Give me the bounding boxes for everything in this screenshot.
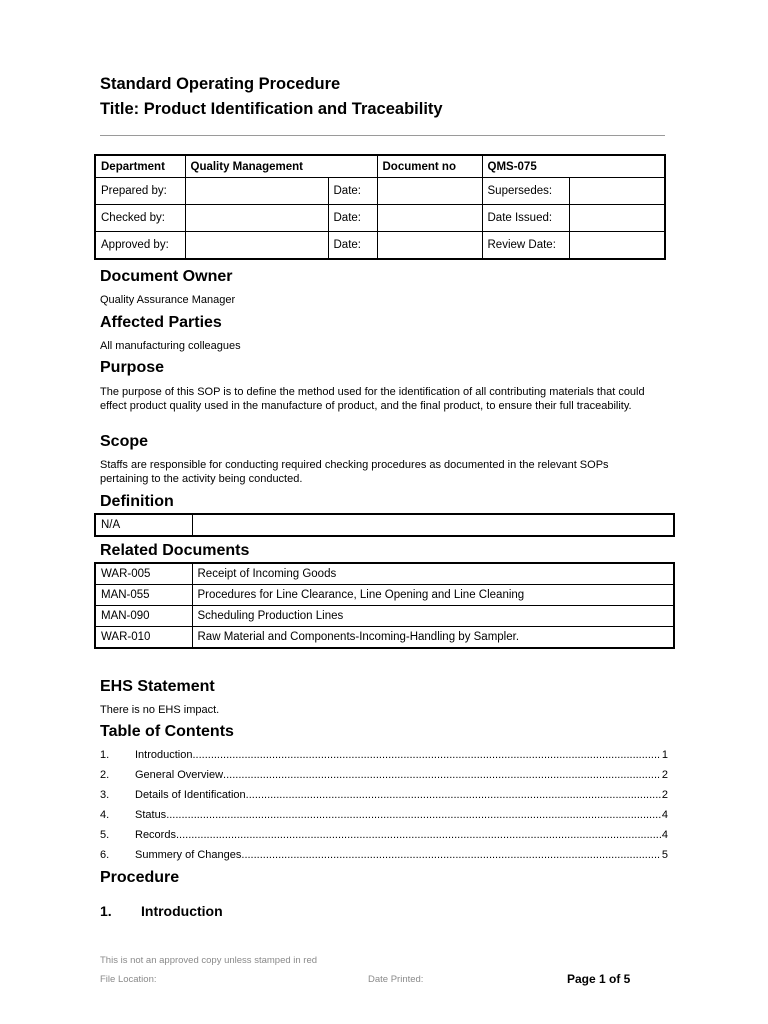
- table-row: [95, 514, 674, 536]
- toc-item-page: 4: [661, 829, 668, 841]
- toc-item[interactable]: [100, 829, 668, 849]
- toc-item-page: 2: [661, 769, 668, 781]
- toc-item[interactable]: [100, 769, 668, 789]
- ehs-heading: EHS Statement: [100, 678, 215, 695]
- department-value: Quality Management: [185, 155, 377, 178]
- toc-item[interactable]: [100, 789, 668, 809]
- date-label: Date:: [328, 178, 377, 205]
- toc-leader-dots: [223, 769, 661, 781]
- doc-title: Title: Product Identification and Traceability: [100, 100, 443, 118]
- date-value: [377, 178, 482, 205]
- table-row: [95, 585, 674, 606]
- toc-item-title: Summery of Changes: [135, 849, 242, 861]
- ehs-text: There is no EHS impact.: [100, 704, 220, 716]
- footer-date-printed: Date Printed:: [368, 974, 424, 985]
- approved-by-label: Approved by:: [95, 232, 185, 260]
- document-no-value: QMS-075: [482, 155, 665, 178]
- related-documents-table: [94, 562, 675, 649]
- date-value: [377, 232, 482, 260]
- footer-file-location: File Location:: [100, 974, 157, 985]
- toc-item-number: 3.: [100, 789, 110, 801]
- scope-heading: Scope: [100, 433, 149, 450]
- checked-by-label: Checked by:: [95, 205, 185, 232]
- toc-item-page: 2: [661, 789, 668, 801]
- footer-notice: This is not an approved copy unless stamped in red: [100, 955, 318, 966]
- related-doc-title: Procedures for Line Clearance, Line Opening and Line Cleaning: [192, 585, 674, 606]
- definition-term: N/A: [95, 514, 192, 536]
- document-control-table: [94, 154, 666, 260]
- date-label: Date:: [328, 205, 377, 232]
- table-row: [95, 205, 665, 232]
- toc-item-title: Records: [135, 829, 176, 841]
- toc-item-title: Details of Identification: [135, 789, 246, 801]
- table-row: [95, 155, 665, 178]
- toc-item[interactable]: [100, 749, 668, 769]
- document-owner-heading: Document Owner: [100, 268, 233, 285]
- prepared-by-label: Prepared by:: [95, 178, 185, 205]
- definition-description: [192, 514, 674, 536]
- toc-item-number: 6.: [100, 849, 110, 861]
- date-value: [377, 205, 482, 232]
- supersedes-value: [569, 178, 665, 205]
- related-doc-title: Receipt of Incoming Goods: [192, 563, 674, 585]
- toc-item-page: 5: [661, 849, 668, 861]
- table-row: [95, 563, 674, 585]
- table-row: [95, 178, 665, 205]
- date-issued-label: Date Issued:: [482, 205, 569, 232]
- related-doc-title: Raw Material and Components-Incoming-Handling by Sampler.: [192, 627, 674, 649]
- related-doc-code: WAR-005: [95, 563, 192, 585]
- date-label: Date:: [328, 232, 377, 260]
- table-row: [95, 627, 674, 649]
- procedure-sub-number: 1.: [100, 903, 112, 919]
- checked-by-value: [185, 205, 328, 232]
- purpose-text: The purpose of this SOP is to define the method used for the identification of all contributing materials that could effect product quality used in the manufacture of product, and the final product, to ensure their full traceability.: [100, 386, 645, 412]
- procedure-subheading: [100, 903, 223, 919]
- toc-item[interactable]: [100, 809, 668, 829]
- procedure-heading: Procedure: [100, 869, 180, 886]
- purpose-heading: Purpose: [100, 359, 165, 376]
- toc-item-title: Status: [135, 809, 167, 821]
- related-doc-code: MAN-055: [95, 585, 192, 606]
- toc-item-number: 2.: [100, 769, 110, 781]
- definition-heading: Definition: [100, 493, 174, 510]
- affected-parties-text: All manufacturing colleagues: [100, 340, 241, 352]
- header-divider: [100, 135, 665, 136]
- toc-item-number: 1.: [100, 749, 110, 761]
- toc-leader-dots: [192, 749, 660, 761]
- footer-page-number: Page 1 of 5: [567, 972, 631, 986]
- table-row: [95, 606, 674, 627]
- related-doc-code: MAN-090: [95, 606, 192, 627]
- toc-leader-dots: [176, 829, 661, 841]
- toc-leader-dots: [241, 849, 660, 861]
- department-label: Department: [95, 155, 185, 178]
- doc-type-title: Standard Operating Procedure: [100, 75, 341, 93]
- toc-leader-dots: [246, 789, 661, 801]
- supersedes-label: Supersedes:: [482, 178, 569, 205]
- date-issued-value: [569, 205, 665, 232]
- toc-item-title: Introduction: [135, 749, 193, 761]
- toc-item-page: 4: [661, 809, 668, 821]
- table-row: [95, 232, 665, 260]
- related-doc-code: WAR-010: [95, 627, 192, 649]
- toc-item-title: General Overview: [135, 769, 224, 781]
- related-documents-heading: Related Documents: [100, 542, 250, 559]
- document-no-label: Document no: [377, 155, 482, 178]
- related-doc-title: Scheduling Production Lines: [192, 606, 674, 627]
- toc-item-number: 5.: [100, 829, 110, 841]
- review-date-label: Review Date:: [482, 232, 569, 260]
- affected-parties-heading: Affected Parties: [100, 314, 222, 331]
- table-of-contents: [100, 749, 668, 869]
- prepared-by-value: [185, 178, 328, 205]
- review-date-value: [569, 232, 665, 260]
- toc-item-number: 4.: [100, 809, 110, 821]
- toc-leader-dots: [166, 809, 661, 821]
- toc-heading: Table of Contents: [100, 723, 234, 740]
- procedure-sub-title: Introduction: [141, 903, 223, 919]
- scope-text: Staffs are responsible for conducting required checking procedures as documented in the relevant SOPs pertaining to the activity being conducted.: [100, 459, 609, 485]
- definition-table: [94, 513, 675, 537]
- toc-item-page: 1: [661, 749, 668, 761]
- document-owner-text: Quality Assurance Manager: [100, 294, 236, 306]
- approved-by-value: [185, 232, 328, 260]
- toc-item[interactable]: [100, 849, 668, 869]
